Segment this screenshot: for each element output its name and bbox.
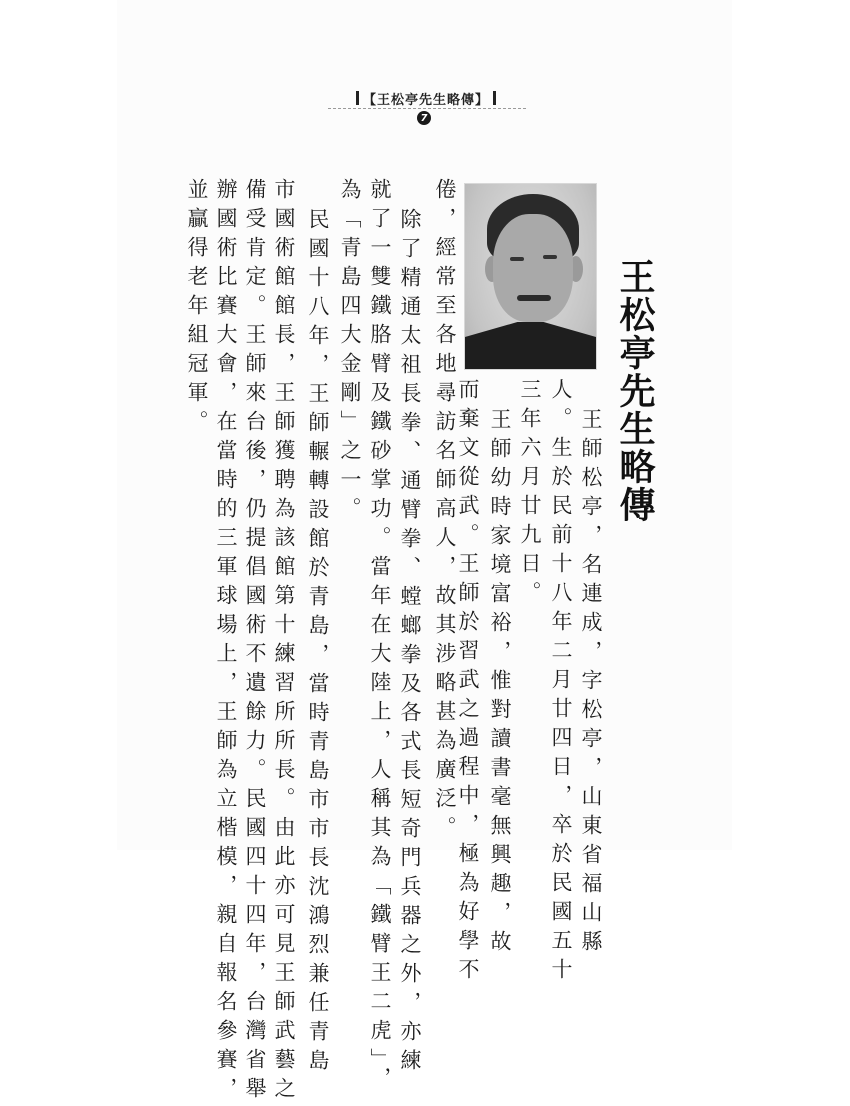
article-title: 王松亭先生略傳 bbox=[614, 258, 655, 524]
portrait-photo bbox=[464, 183, 597, 370]
text-column: 人。生於民前十八年二月廿四日，卒於民國五十 bbox=[549, 378, 573, 987]
text-column: 辦國術比賽大會，在當時的三軍球場上，王師為立楷模，親自報名參賽， bbox=[214, 178, 238, 1106]
text-column: 而棄文從武。王師於習武之過程中，極為好學不 bbox=[456, 378, 480, 987]
text-column: 倦，經常至各地尋訪名師高人，故其涉略甚為廣泛。 bbox=[433, 178, 457, 845]
text-column: 除了精通太祖長拳、通臂拳、螳螂拳及各式長短奇門兵器之外，亦練 bbox=[398, 208, 422, 1078]
text-column: 王師幼時家境富裕，惟對讀書毫無興趣，故 bbox=[488, 408, 512, 959]
photo-face bbox=[493, 214, 573, 322]
running-title: 【王松亭先生略傳】 bbox=[363, 92, 490, 108]
text-column: 備受肯定。王師來台後，仍提倡國術不遺餘力。民國四十四年，台灣省舉 bbox=[243, 178, 267, 1106]
photo-mustache bbox=[517, 295, 551, 301]
header-bar-right bbox=[493, 91, 496, 105]
text-column: 市國術館館長，王師獲聘為該館第十練習所所長。由此亦可見王師武藝之 bbox=[272, 178, 296, 1106]
running-header bbox=[352, 88, 500, 108]
text-column: 為「青島四大金剛」之一。 bbox=[338, 178, 362, 526]
header-dotted-rule bbox=[328, 108, 526, 109]
text-column: 就了一雙鐵胳臂及鐵砂掌功。當年在大陸上，人稱其為「鐵臂王二虎」， bbox=[368, 178, 392, 1096]
photo-eye-left bbox=[510, 257, 524, 261]
text-column: 王師松亭，名連成，字松亭，山東省福山縣 bbox=[579, 408, 603, 959]
text-column: 三年六月廿九日。 bbox=[518, 378, 542, 610]
header-bar-left bbox=[356, 91, 359, 105]
photo-eye-right bbox=[543, 255, 557, 259]
text-column: 並贏得老年組冠軍。 bbox=[185, 178, 209, 439]
text-column: 民國十八年，王師輾轉設館於青島，當時青島市市長沈鴻烈兼任青島 bbox=[306, 208, 330, 1078]
page-number-badge: 7 bbox=[417, 111, 431, 125]
